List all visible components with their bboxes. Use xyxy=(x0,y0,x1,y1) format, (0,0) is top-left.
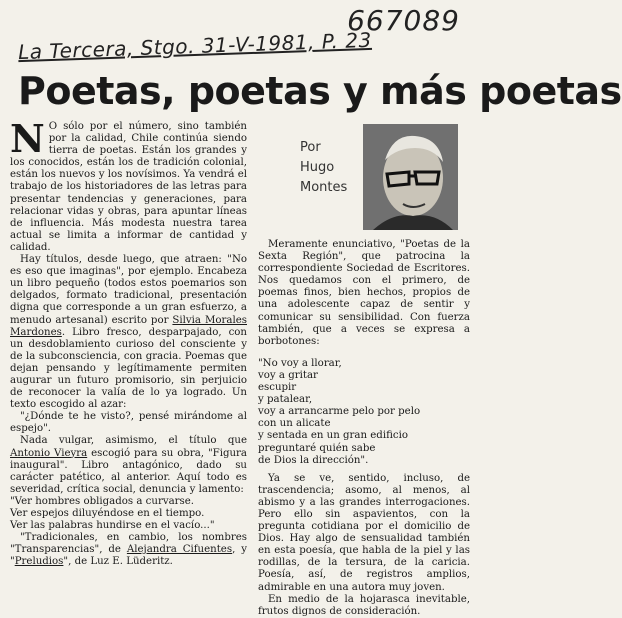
poem-line: voy a gritar xyxy=(258,369,318,381)
byline-prefix: Por xyxy=(300,140,321,155)
paragraph-text: Hay títulos, desde luego, que atraen: "No es eso que imaginas", por ejemplo. Encabeza un libro pequeño (todos estos poemarios son delgados, formato tradicional, presentación digna que corresponde a un gran esfuerzo, a menudo artesanal) escrito por xyxy=(10,254,247,326)
quote-line: "Ver hombres obligados a curvarse. xyxy=(10,495,195,507)
paragraph-text: , y " xyxy=(10,544,247,568)
article-column-left xyxy=(10,116,247,568)
author-name: Silvia Morales Mardones xyxy=(10,314,247,338)
author-name: Alejandra Cifuentes xyxy=(126,544,233,556)
paragraph-text: . Libro fresco, desparpajado, con un desdoblamiento curioso del consciente y de la subconsciencia, con gracia. Poemas que dejan pensando y legítimamente permiten augurar un futuro promisorio, sin perjuicio de reconocer la valía de lo ya logrado. Un texto escogido al azar: xyxy=(10,326,247,411)
paragraph-text: ", de Luz E. Lüderitz. xyxy=(63,556,173,568)
paragraph-text: "Tradicionales, en cambio, los nombres "Transparencias", de xyxy=(10,532,247,556)
poem-line: y sentada en un gran edificio xyxy=(258,430,408,442)
poem-line: "No voy a llorar, xyxy=(258,357,342,369)
quote-line: Ver las palabras hundirse en el vacío..." xyxy=(10,520,215,532)
handwritten-source-note: La Tercera, Stgo. 31-V-1981, P. 23 xyxy=(17,27,373,65)
poem-line: de Dios la dirección". xyxy=(258,454,369,466)
paragraph-conclusion: En medio de la hojarasca inevitable, frutos dignos de consideración. xyxy=(258,593,470,617)
article-headline: Poetas, poetas y más poetas xyxy=(18,69,622,113)
byline xyxy=(300,138,347,198)
handwritten-archive-number: 667089 xyxy=(347,4,460,37)
quote-line: Ver espejos diluyéndose en el tiempo. xyxy=(10,508,205,519)
article-column-right xyxy=(258,239,470,618)
paragraph-sexta-region: Meramente enunciativo, "Poetas de la Sexta Región", que patrocina la correspondiente Sociedad de Escritores. Nos quedamos con el primero, de poemas finos, bien hechos, propios de una adolescente capaz de sentir y comunicar su sensibilidad. Con fuerza también, que a veces se expresa a borbotones: xyxy=(258,239,470,347)
byline-first-name: Hugo xyxy=(300,160,335,175)
paragraph-transcendence: Ya se ve, sentido, incluso, de trascendencia; asomo, al menos, al abismo y a las grandes interrogaciones. Pero ello sin aspavientos, con la pregunta cotidiana por el domicilio de Dios. Hay algo de sensualidad también en esta poesía, que habla de la piel y las rodillas, de la tersura, de la caricia. Poesía, así, de registros amplios, admirable en una autora muy joven. xyxy=(258,472,470,593)
paragraph-vieyra xyxy=(10,435,247,495)
paragraph-intro-text: O sólo por el número, sino también por la calidad, Chile continúa siendo tierra de poetas. Están los grandes y los conocidos, están los de tradición colonial, están los nuevos y los novísimos. Ya vendrá el trabajo de los historiadores de las letras para presentar tendencias y generaciones, para relacionar vidas y obras, para apuntar líneas de influencia. Más modesta nuestra tarea actual se limita a informar de cantidad y calidad. xyxy=(10,121,247,253)
paragraph-traditional xyxy=(10,532,247,568)
poem-quote xyxy=(258,358,470,467)
book-title: Preludios xyxy=(14,556,64,568)
poem-line: preguntaré quién sabe xyxy=(258,442,376,454)
poem-line: escupir xyxy=(258,382,297,394)
byline-last-name: Montes xyxy=(300,180,348,195)
author-portrait-photo xyxy=(363,124,458,230)
paragraph-text: escogió para su obra, "Figura inaugural". Libro antagónico, dado su carácter patético, al anterior. Aquí todo es severidad, crítica social, denuncia y lamento: xyxy=(10,447,247,495)
poem-line: con un alicate xyxy=(258,418,331,430)
paragraph-text: Nada vulgar, asimismo, el título que xyxy=(20,435,247,447)
paragraph-intro xyxy=(10,116,247,254)
quote-line: "¿Dónde te he visto?, pensé mirándome al espejo". xyxy=(10,411,247,435)
poem-line: voy a arrancarme pelo por pelo xyxy=(258,406,421,418)
poem-line: y patalear, xyxy=(258,394,313,406)
drop-cap: N xyxy=(10,116,45,161)
author-name: Antonio Vieyra xyxy=(10,447,88,459)
paragraph-morales xyxy=(10,254,247,411)
portrait-image xyxy=(363,124,458,230)
